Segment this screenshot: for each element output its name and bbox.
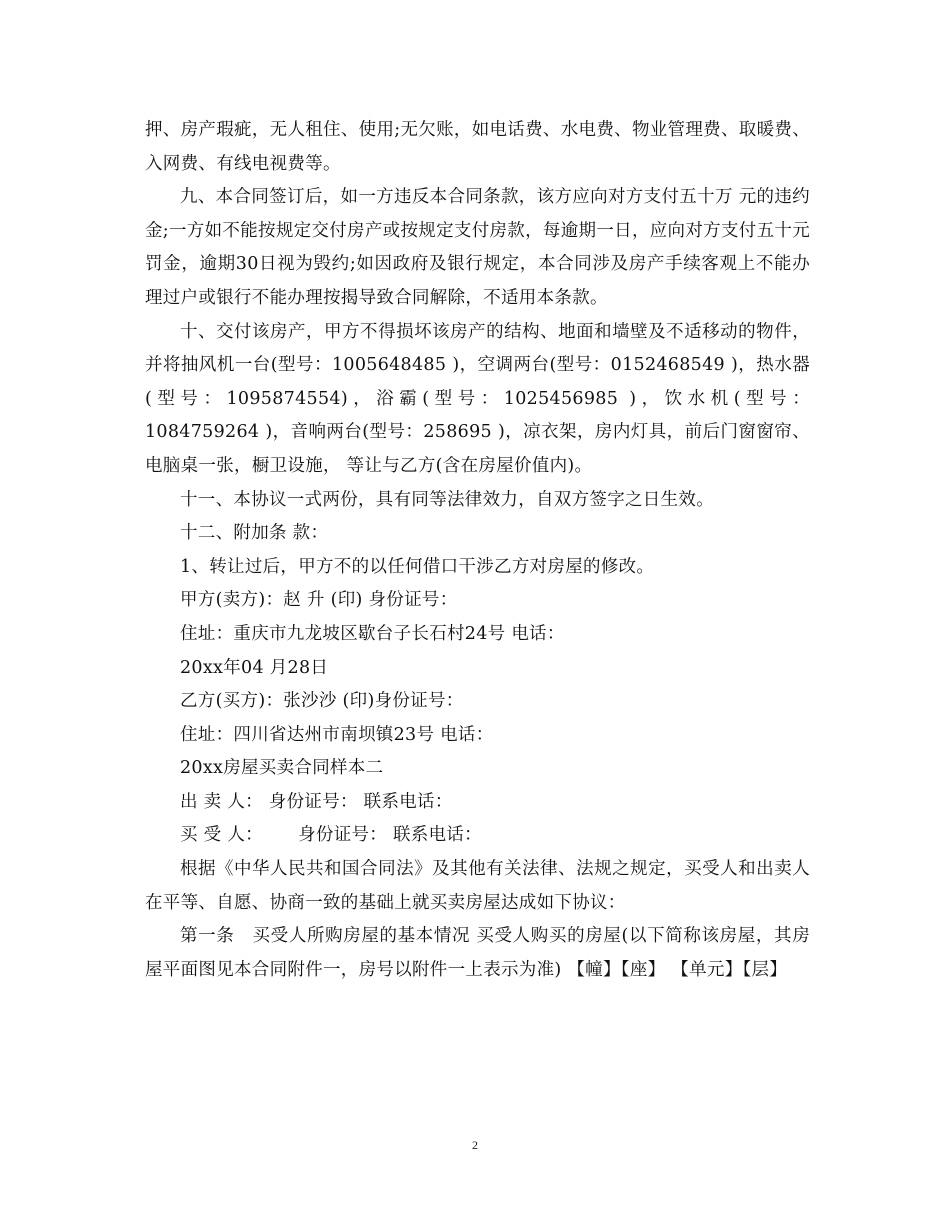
body-text — [145, 114, 810, 987]
paragraph-clause-11: 十一、本协议一式两份，具有同等法律效力，自双方签字之日生效。 — [180, 489, 714, 510]
signing-date: 20xx年04 月28日 — [180, 657, 329, 678]
paragraph-continuation: 押、房产瑕疵，无人租住、使用;无欠账，如电话费、水电费、物业管理费、取暖费、入网费、有线电视费等。 — [145, 120, 810, 174]
paragraph-clause-10: 十、交付该房产，甲方不得损坏该房产的结构、地面和墙壁及不适移动的物件，并将抽风机一台(型号：1005648485 )，空调两台(型号：0152468549 )，热水器(型号：1095874554)，浴霸(型号：1025456985 )，饮水机(型号：1084759264 )，音响两台(型号：258695 )，凉衣架，房内灯具，前后门窗窗帘、电脑桌一张，橱卫设施， 等让与乙方(含在房屋价值内)。 — [145, 321, 810, 476]
page-number: 2 — [472, 1138, 478, 1152]
party-a-address: 住址：重庆市九龙坡区歇台子长石村24号 电话： — [180, 623, 565, 644]
party-a-line: 甲方(卖方)：赵 升 (印) 身份证号： — [180, 590, 458, 611]
party-b-line: 乙方(买方)：张沙沙 (印)身份证号： — [180, 691, 464, 712]
paragraph-clause-12: 十二、附加条 款： — [180, 523, 329, 544]
paragraph-clause-12-1: 1、转让过后，甲方不的以任何借口干涉乙方对房屋的修改。 — [180, 556, 655, 577]
paragraph-clause-9: 九、本合同签订后，如一方违反本合同条款，该方应向对方支付五十万 元的违约金;一方如不能按规定交付房产或按规定支付房款，每逾期一日，应向对方支付五十元罚金，逾期30日视为毁约;如因政府及银行规定，本合同涉及房产手续客观上不能办理过户或银行不能办理按揭导致合同解除，不适用本条款。 — [145, 187, 810, 308]
buyer-line: 买 受 人： 身份证号： 联系电话： — [180, 825, 482, 846]
sample-two-heading: 20xx房屋买卖合同样本二 — [180, 758, 384, 779]
seller-line: 出 卖 人： 身份证号： 联系电话： — [180, 791, 453, 812]
party-b-address: 住址：四川省达州市南坝镇23号 电话： — [180, 724, 494, 745]
paragraph-legal-basis: 根据《中华人民共和国合同法》及其他有关法律、法规之规定，买受人和出卖人在平等、自愿、协商一致的基础上就买卖房屋达成如下协议： — [145, 859, 810, 913]
paragraph-article-1: 第一条 买受人所购房屋的基本情况 买受人购买的房屋(以下简称该房屋，其房屋平面图见本合同附件一，房号以附件一上表示为准) 【幢】【座】 【单元】【层】 — [145, 926, 810, 980]
